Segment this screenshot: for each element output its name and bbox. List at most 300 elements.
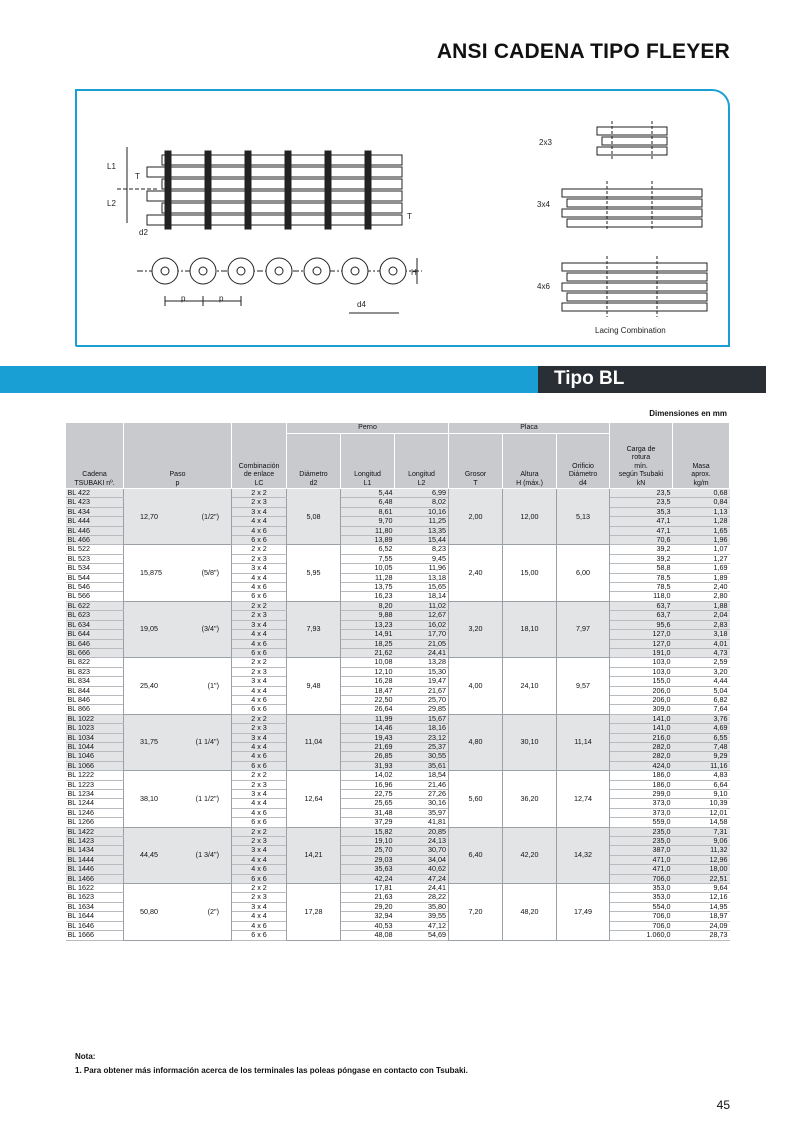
- chain-number: BL 1023: [66, 724, 124, 733]
- lacing-combination: 6 x 6: [232, 705, 287, 714]
- pin-length-l2: 40,62: [395, 865, 449, 874]
- plate-thickness: 6,40: [449, 827, 503, 883]
- lacing-combination: 2 x 2: [232, 658, 287, 667]
- pin-length-l2: 54,69: [395, 931, 449, 940]
- lacing-combination: 4 x 6: [232, 526, 287, 535]
- label-d4: d4: [357, 300, 366, 309]
- chain-number: BL 1044: [66, 742, 124, 751]
- approx-mass: 9,64: [673, 884, 730, 893]
- pin-length-l2: 41,81: [395, 818, 449, 827]
- section-title: Tipo BL: [554, 368, 625, 389]
- tensile-strength: 155,0: [610, 677, 673, 686]
- tensile-strength: 471,0: [610, 855, 673, 864]
- pitch-mm: 12,70: [140, 511, 158, 521]
- chain-number: BL 1034: [66, 733, 124, 742]
- chain-number: BL 434: [66, 507, 124, 516]
- chain-number: BL 466: [66, 536, 124, 545]
- table-row: [66, 601, 730, 610]
- tensile-strength: 282,0: [610, 752, 673, 761]
- chain-number: BL 666: [66, 648, 124, 657]
- pin-length-l2: 35,61: [395, 761, 449, 770]
- lacing-combination: 3 x 4: [232, 733, 287, 742]
- tensile-strength: 559,0: [610, 818, 673, 827]
- pin-length-l1: 10,05: [341, 564, 395, 573]
- pin-length-l2: 8,23: [395, 545, 449, 554]
- tensile-strength: 95,6: [610, 620, 673, 629]
- pitch-cell: [124, 714, 232, 770]
- pin-length-l1: 12,10: [341, 667, 395, 676]
- chain-number: BL 1066: [66, 761, 124, 770]
- note-heading: Nota:: [75, 1052, 96, 1061]
- chain-number: BL 1446: [66, 865, 124, 874]
- chain-number: BL 444: [66, 517, 124, 526]
- pin-length-l1: 14,02: [341, 771, 395, 780]
- pin-length-l1: 29,03: [341, 855, 395, 864]
- approx-mass: 6,82: [673, 695, 730, 704]
- plate-height: 15,00: [503, 545, 557, 601]
- header-carga: Carga de rotura mín. según Tsubaki kN: [610, 423, 673, 489]
- tensile-strength: 554,0: [610, 902, 673, 911]
- lacing-combination: 2 x 3: [232, 724, 287, 733]
- lacing-combination: 2 x 3: [232, 667, 287, 676]
- plate-thickness: 2,00: [449, 489, 503, 545]
- chain-number: BL 523: [66, 554, 124, 563]
- tensile-strength: 186,0: [610, 771, 673, 780]
- tensile-strength: 706,0: [610, 921, 673, 930]
- pitch-cell: [124, 545, 232, 601]
- pitch-mm: 50,80: [140, 906, 158, 916]
- lacing-combination: 6 x 6: [232, 931, 287, 940]
- pin-length-l1: 16,23: [341, 592, 395, 601]
- approx-mass: 11,16: [673, 761, 730, 770]
- pin-length-l1: 25,70: [341, 846, 395, 855]
- chain-number: BL 1266: [66, 818, 124, 827]
- approx-mass: 14,95: [673, 902, 730, 911]
- pin-length-l1: 19,43: [341, 733, 395, 742]
- pin-length-l2: 18,16: [395, 724, 449, 733]
- combo-label-4x6: 4x6: [537, 282, 550, 291]
- tensile-strength: 78,5: [610, 583, 673, 592]
- approx-mass: 1,27: [673, 554, 730, 563]
- approx-mass: 4,73: [673, 648, 730, 657]
- lacing-caption: Lacing Combination: [595, 326, 666, 335]
- plate-hole-diameter: 17,49: [557, 884, 610, 940]
- approx-mass: 6,55: [673, 733, 730, 742]
- lacing-combination: 4 x 6: [232, 865, 287, 874]
- chain-diagram-box: [75, 89, 730, 347]
- pin-length-l2: 21,46: [395, 780, 449, 789]
- pitch-mm: 19,05: [140, 624, 158, 634]
- tensile-strength: 47,1: [610, 526, 673, 535]
- pin-length-l2: 6,99: [395, 489, 449, 498]
- chain-number: BL 1046: [66, 752, 124, 761]
- lacing-combination: 2 x 3: [232, 780, 287, 789]
- pin-length-l1: 13,75: [341, 583, 395, 592]
- plate-thickness: 3,20: [449, 601, 503, 657]
- chain-number: BL 422: [66, 489, 124, 498]
- table-row: [66, 771, 730, 780]
- pin-length-l2: 28,22: [395, 893, 449, 902]
- pitch-cell: [124, 771, 232, 827]
- pin-length-l1: 11,80: [341, 526, 395, 535]
- notes: [75, 1050, 468, 1078]
- pin-length-l2: 39,55: [395, 912, 449, 921]
- tensile-strength: 39,2: [610, 545, 673, 554]
- pitch-cell: [124, 884, 232, 940]
- approx-mass: 10,39: [673, 799, 730, 808]
- chain-number: BL 546: [66, 583, 124, 592]
- pin-length-l1: 10,08: [341, 658, 395, 667]
- lacing-combination: 6 x 6: [232, 648, 287, 657]
- lacing-combination: 2 x 3: [232, 893, 287, 902]
- plate-height: 24,10: [503, 658, 557, 714]
- header-masa: Masa aprox. kg/m: [673, 423, 730, 489]
- header-cadena: Cadena TSUBAKI nº.: [66, 423, 124, 489]
- lacing-combination: 2 x 2: [232, 827, 287, 836]
- header-combinacion: Combinación de enlace LC: [232, 423, 287, 489]
- lacing-combination: 2 x 3: [232, 611, 287, 620]
- approx-mass: 6,64: [673, 780, 730, 789]
- pin-diameter: 9,48: [287, 658, 341, 714]
- pin-length-l2: 15,44: [395, 536, 449, 545]
- tensile-strength: 191,0: [610, 648, 673, 657]
- lacing-combination: 3 x 4: [232, 564, 287, 573]
- pin-length-l2: 11,96: [395, 564, 449, 573]
- tensile-strength: 58,8: [610, 564, 673, 573]
- approx-mass: 12,01: [673, 808, 730, 817]
- tensile-strength: 706,0: [610, 912, 673, 921]
- pitch-cell: [124, 601, 232, 657]
- combo-label-3x4: 3x4: [537, 200, 550, 209]
- pin-length-l2: 13,28: [395, 658, 449, 667]
- lacing-combination: 2 x 3: [232, 554, 287, 563]
- note-1: 1. Para obtener más información acerca de los terminales las poleas póngase en contacto con Tsubaki.: [75, 1066, 468, 1075]
- plate-hole-diameter: 14,32: [557, 827, 610, 883]
- pin-length-l1: 29,20: [341, 902, 395, 911]
- tensile-strength: 39,2: [610, 554, 673, 563]
- lacing-combination: 2 x 2: [232, 714, 287, 723]
- lacing-combination: 2 x 2: [232, 884, 287, 893]
- pin-length-l1: 17,81: [341, 884, 395, 893]
- approx-mass: 28,73: [673, 931, 730, 940]
- approx-mass: 2,40: [673, 583, 730, 592]
- lacing-combination: 3 x 4: [232, 902, 287, 911]
- plate-height: 18,10: [503, 601, 557, 657]
- chain-number: BL 623: [66, 611, 124, 620]
- chain-number: BL 1234: [66, 790, 124, 799]
- pin-length-l1: 5,44: [341, 489, 395, 498]
- pin-length-l1: 25,65: [341, 799, 395, 808]
- tensile-strength: 127,0: [610, 639, 673, 648]
- table-row: [66, 714, 730, 723]
- approx-mass: 1,88: [673, 601, 730, 610]
- tensile-strength: 387,0: [610, 846, 673, 855]
- label-l2: L2: [107, 199, 116, 208]
- pin-length-l2: 47,24: [395, 874, 449, 883]
- tensile-strength: 141,0: [610, 724, 673, 733]
- pin-length-l2: 25,37: [395, 742, 449, 751]
- plate-thickness: 4,00: [449, 658, 503, 714]
- header-diametro: Diámetro d2: [287, 434, 341, 489]
- pin-length-l1: 42,24: [341, 874, 395, 883]
- lacing-combination: 4 x 4: [232, 799, 287, 808]
- tensile-strength: 127,0: [610, 630, 673, 639]
- lacing-combination: 4 x 6: [232, 583, 287, 592]
- tensile-strength: 424,0: [610, 761, 673, 770]
- approx-mass: 7,64: [673, 705, 730, 714]
- label-t-right: T: [407, 212, 412, 221]
- lacing-combination: 3 x 4: [232, 507, 287, 516]
- chain-number: BL 1423: [66, 837, 124, 846]
- header-placa-group: Placa: [449, 423, 610, 434]
- chain-number: BL 634: [66, 620, 124, 629]
- pin-diameter: 17,28: [287, 884, 341, 940]
- specs-table: [65, 422, 730, 941]
- pin-length-l1: 32,94: [341, 912, 395, 921]
- chain-number: BL 844: [66, 686, 124, 695]
- pin-length-l1: 31,93: [341, 761, 395, 770]
- pin-length-l1: 18,47: [341, 686, 395, 695]
- approx-mass: 1,28: [673, 517, 730, 526]
- chain-number: BL 1622: [66, 884, 124, 893]
- pin-length-l1: 31,48: [341, 808, 395, 817]
- chain-number: BL 846: [66, 695, 124, 704]
- chain-number: BL 423: [66, 498, 124, 507]
- pin-length-l1: 40,53: [341, 921, 395, 930]
- pin-length-l1: 21,62: [341, 648, 395, 657]
- lacing-combination: 3 x 4: [232, 677, 287, 686]
- pin-length-l2: 15,30: [395, 667, 449, 676]
- pin-diameter: 12,64: [287, 771, 341, 827]
- chain-number: BL 534: [66, 564, 124, 573]
- pin-length-l1: 22,50: [341, 695, 395, 704]
- pitch-cell: [124, 827, 232, 883]
- tensile-strength: 706,0: [610, 874, 673, 883]
- pitch-inch: (1/2"): [201, 511, 219, 521]
- pitch-mm: 44,45: [140, 850, 158, 860]
- pin-length-l2: 18,54: [395, 771, 449, 780]
- tensile-strength: 206,0: [610, 686, 673, 695]
- tensile-strength: 63,7: [610, 601, 673, 610]
- chain-number: BL 622: [66, 601, 124, 610]
- pin-length-l2: 24,13: [395, 837, 449, 846]
- plate-hole-diameter: 5,13: [557, 489, 610, 545]
- tensile-strength: 282,0: [610, 742, 673, 751]
- tensile-strength: 353,0: [610, 884, 673, 893]
- approx-mass: 3,20: [673, 667, 730, 676]
- header-grosor: Grosor T: [449, 434, 503, 489]
- approx-mass: 12,16: [673, 893, 730, 902]
- combo-label-2x3: 2x3: [539, 138, 552, 147]
- pin-length-l2: 34,04: [395, 855, 449, 864]
- approx-mass: 24,09: [673, 921, 730, 930]
- pitch-cell: [124, 489, 232, 545]
- pin-length-l1: 8,20: [341, 601, 395, 610]
- tensile-strength: 216,0: [610, 733, 673, 742]
- approx-mass: 5,04: [673, 686, 730, 695]
- pin-length-l1: 18,25: [341, 639, 395, 648]
- label-t-left: T: [135, 172, 140, 181]
- approx-mass: 0,68: [673, 489, 730, 498]
- pin-length-l1: 11,99: [341, 714, 395, 723]
- lacing-combination: 2 x 2: [232, 545, 287, 554]
- pin-length-l1: 37,29: [341, 818, 395, 827]
- lacing-combination: 2 x 2: [232, 489, 287, 498]
- pin-length-l2: 29,85: [395, 705, 449, 714]
- plate-hole-diameter: 11,14: [557, 714, 610, 770]
- chain-number: BL 1646: [66, 921, 124, 930]
- units-note: Dimensiones en mm: [649, 409, 727, 418]
- tensile-strength: 78,5: [610, 573, 673, 582]
- pitch-inch: (1 3/4"): [195, 850, 219, 860]
- approx-mass: 9,29: [673, 752, 730, 761]
- pin-length-l2: 12,67: [395, 611, 449, 620]
- approx-mass: 1,65: [673, 526, 730, 535]
- pin-length-l2: 35,97: [395, 808, 449, 817]
- label-p2: p: [219, 294, 224, 303]
- chain-number: BL 446: [66, 526, 124, 535]
- chain-number: BL 823: [66, 667, 124, 676]
- approx-mass: 3,18: [673, 630, 730, 639]
- tensile-strength: 235,0: [610, 827, 673, 836]
- approx-mass: 12,96: [673, 855, 730, 864]
- pin-length-l2: 30,70: [395, 846, 449, 855]
- pin-length-l2: 16,02: [395, 620, 449, 629]
- pin-length-l2: 19,47: [395, 677, 449, 686]
- pitch-mm: 15,875: [140, 567, 162, 577]
- tensile-strength: 63,7: [610, 611, 673, 620]
- approx-mass: 14,58: [673, 818, 730, 827]
- lacing-combination: 4 x 6: [232, 695, 287, 704]
- pin-length-l2: 27,26: [395, 790, 449, 799]
- pin-diameter: 11,04: [287, 714, 341, 770]
- lacing-combination: 4 x 4: [232, 855, 287, 864]
- pin-length-l2: 11,25: [395, 517, 449, 526]
- approx-mass: 4,44: [673, 677, 730, 686]
- pin-length-l2: 21,05: [395, 639, 449, 648]
- pin-length-l1: 22,75: [341, 790, 395, 799]
- tensile-strength: 309,0: [610, 705, 673, 714]
- pin-length-l1: 9,70: [341, 517, 395, 526]
- chain-number: BL 522: [66, 545, 124, 554]
- label-h: H: [411, 268, 417, 277]
- pitch-inch: (1 1/4"): [195, 737, 219, 747]
- approx-mass: 2,04: [673, 611, 730, 620]
- header-perno-group: Perno: [287, 423, 449, 434]
- pin-length-l2: 24,41: [395, 648, 449, 657]
- tensile-strength: 103,0: [610, 658, 673, 667]
- chain-number: BL 1444: [66, 855, 124, 864]
- pin-length-l1: 35,63: [341, 865, 395, 874]
- header-paso: Paso p: [124, 423, 232, 489]
- pin-length-l1: 16,28: [341, 677, 395, 686]
- pin-diameter: 5,95: [287, 545, 341, 601]
- pin-length-l2: 10,16: [395, 507, 449, 516]
- tensile-strength: 373,0: [610, 808, 673, 817]
- page-title: ANSI CADENA TIPO FLEYER: [436, 40, 730, 63]
- approx-mass: 9,10: [673, 790, 730, 799]
- pin-length-l1: 21,63: [341, 893, 395, 902]
- pin-diameter: 5,08: [287, 489, 341, 545]
- tensile-strength: 23,5: [610, 498, 673, 507]
- pin-length-l2: 13,35: [395, 526, 449, 535]
- plate-hole-diameter: 6,00: [557, 545, 610, 601]
- table-row: [66, 884, 730, 893]
- pitch-inch: (1"): [207, 680, 219, 690]
- lacing-combination: 4 x 4: [232, 912, 287, 921]
- pin-length-l1: 21,69: [341, 742, 395, 751]
- pitch-inch: (1 1/2"): [195, 793, 219, 803]
- pin-diameter: 7,93: [287, 601, 341, 657]
- tensile-strength: 373,0: [610, 799, 673, 808]
- approx-mass: 0,84: [673, 498, 730, 507]
- approx-mass: 2,80: [673, 592, 730, 601]
- chain-number: BL 866: [66, 705, 124, 714]
- pin-length-l1: 48,08: [341, 931, 395, 940]
- pin-length-l1: 14,91: [341, 630, 395, 639]
- lacing-combination: 4 x 4: [232, 573, 287, 582]
- pin-length-l2: 21,67: [395, 686, 449, 695]
- pin-length-l2: 30,16: [395, 799, 449, 808]
- pin-length-l1: 11,28: [341, 573, 395, 582]
- tensile-strength: 1.060,0: [610, 931, 673, 940]
- lacing-combination: 6 x 6: [232, 592, 287, 601]
- plate-thickness: 2,40: [449, 545, 503, 601]
- approx-mass: 1,13: [673, 507, 730, 516]
- lacing-combination: 6 x 6: [232, 874, 287, 883]
- tensile-strength: 47,1: [610, 517, 673, 526]
- lacing-combination: 4 x 6: [232, 808, 287, 817]
- pitch-mm: 31,75: [140, 737, 158, 747]
- approx-mass: 4,01: [673, 639, 730, 648]
- chain-number: BL 644: [66, 630, 124, 639]
- pin-length-l1: 26,64: [341, 705, 395, 714]
- pin-length-l1: 13,23: [341, 620, 395, 629]
- header-longitud-l2: Longitud L2: [395, 434, 449, 489]
- pin-length-l1: 16,96: [341, 780, 395, 789]
- lacing-combination: 6 x 6: [232, 536, 287, 545]
- pitch-inch: (3/4"): [201, 624, 219, 634]
- pin-length-l1: 7,55: [341, 554, 395, 563]
- tensile-strength: 353,0: [610, 893, 673, 902]
- chain-number: BL 1466: [66, 874, 124, 883]
- lacing-combination: 4 x 6: [232, 752, 287, 761]
- pin-length-l2: 23,12: [395, 733, 449, 742]
- tensile-strength: 23,5: [610, 489, 673, 498]
- chain-number: BL 1434: [66, 846, 124, 855]
- pin-length-l1: 6,52: [341, 545, 395, 554]
- pin-length-l2: 30,55: [395, 752, 449, 761]
- plate-height: 30,10: [503, 714, 557, 770]
- chain-number: BL 1422: [66, 827, 124, 836]
- approx-mass: 11,32: [673, 846, 730, 855]
- pin-length-l2: 13,18: [395, 573, 449, 582]
- pin-length-l2: 25,70: [395, 695, 449, 704]
- lacing-combination: 6 x 6: [232, 761, 287, 770]
- lacing-combination: 3 x 4: [232, 620, 287, 629]
- chain-number: BL 1223: [66, 780, 124, 789]
- lacing-combination: 3 x 4: [232, 846, 287, 855]
- approx-mass: 2,59: [673, 658, 730, 667]
- approx-mass: 2,83: [673, 620, 730, 629]
- lacing-combination: 2 x 3: [232, 498, 287, 507]
- approx-mass: 1,96: [673, 536, 730, 545]
- approx-mass: 3,76: [673, 714, 730, 723]
- pin-length-l1: 6,48: [341, 498, 395, 507]
- table-row: [66, 545, 730, 554]
- chain-number: BL 1634: [66, 902, 124, 911]
- pin-length-l2: 8,02: [395, 498, 449, 507]
